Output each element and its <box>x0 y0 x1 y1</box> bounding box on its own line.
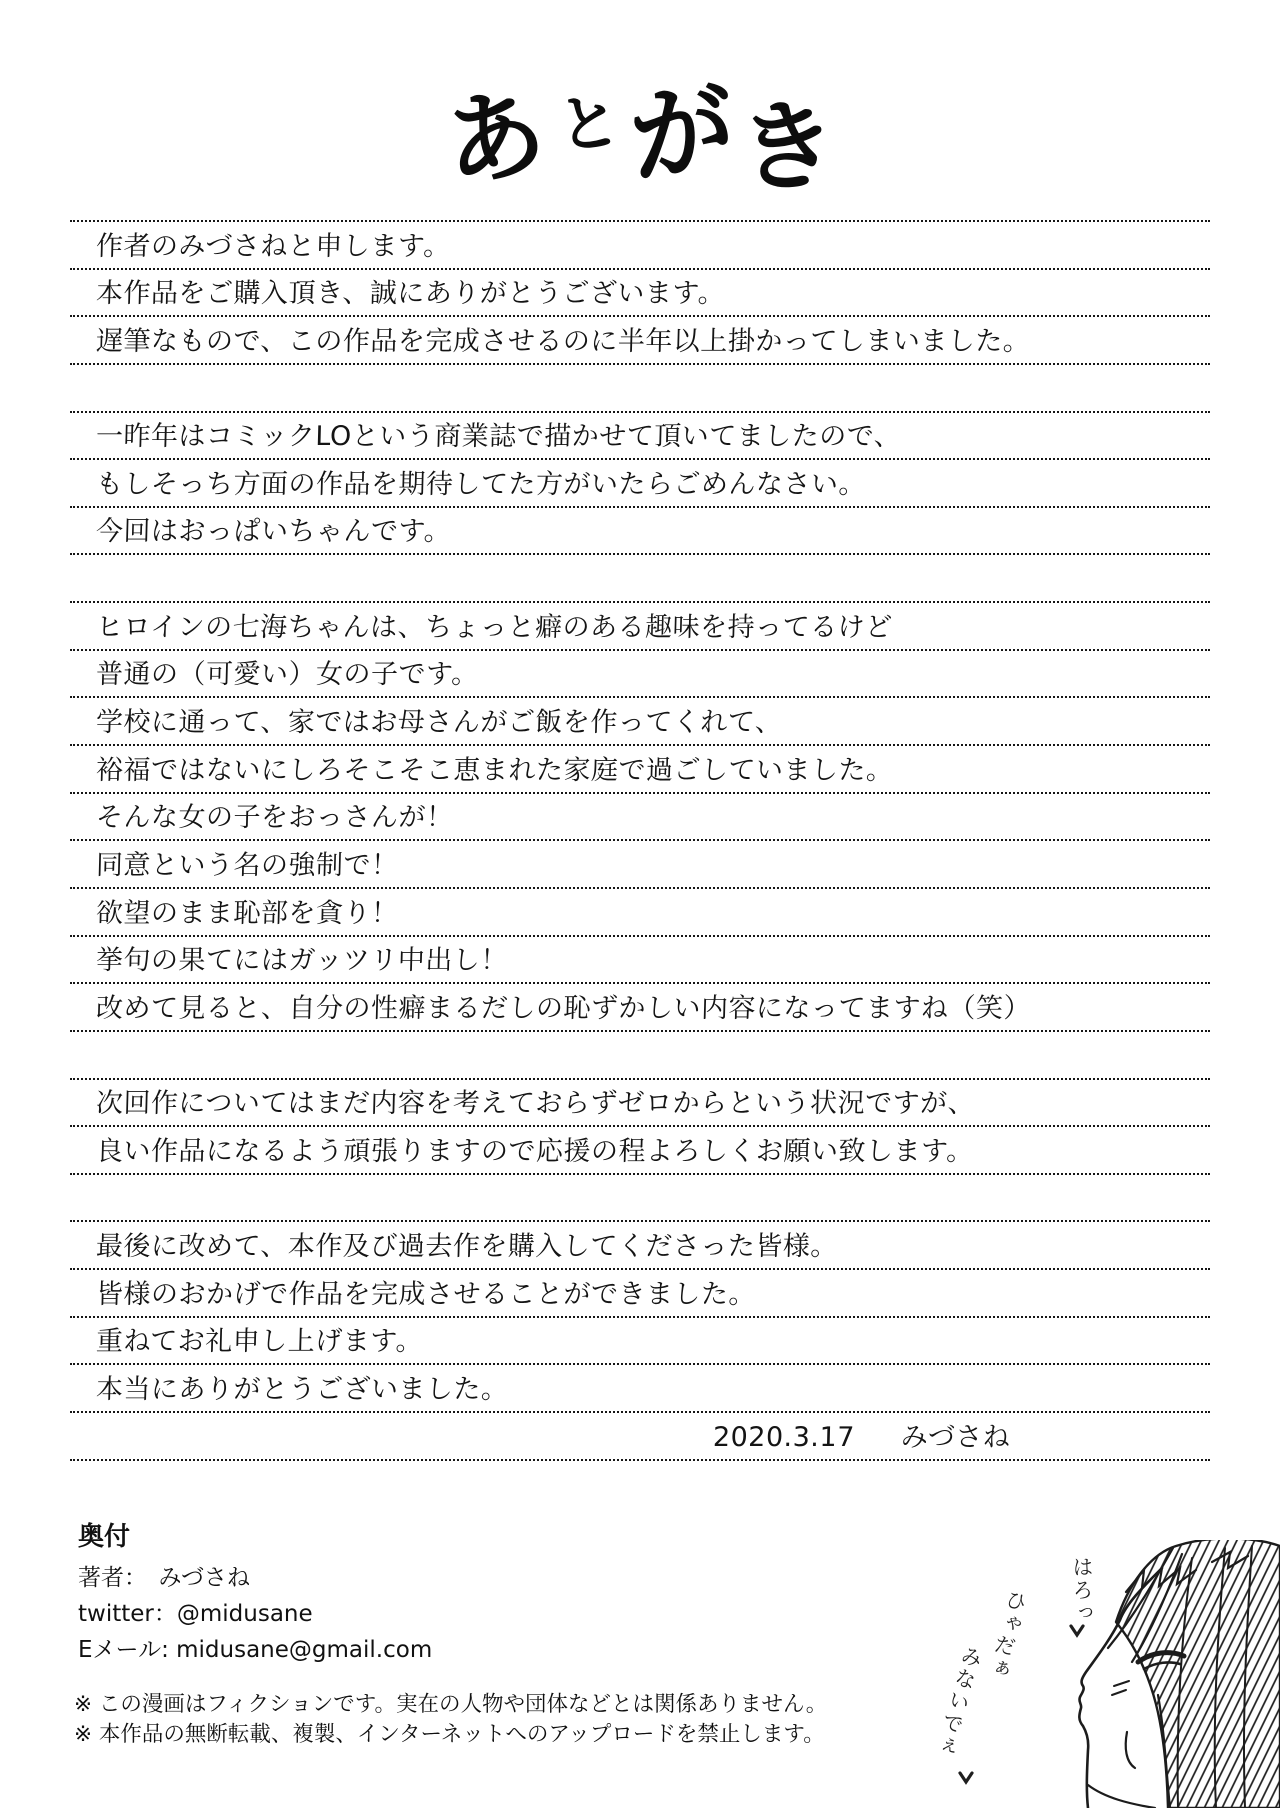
handwritten-text: 裕福ではないにしろそこそこ恵まれた家庭で過ごしていました。 <box>95 754 894 786</box>
handwritten-text: 重ねてお礼申し上げます。 <box>95 1326 424 1358</box>
colophon-twitter-line: twitter：@midusane <box>78 1601 313 1627</box>
ruled-line-empty <box>70 1032 1210 1080</box>
down-arrow <box>1071 1626 1083 1635</box>
handwritten-text: 皆様のおかげで作品を完成させることができました。 <box>95 1278 757 1310</box>
character-sketch <box>930 1540 1280 1808</box>
ruled-line <box>70 937 1210 985</box>
handwritten-text: 作者のみづさねと申します。 <box>95 230 452 262</box>
handwritten-text: 遅筆なもので、この作品を完成させるのに半年以上掛かってしまいました。 <box>95 325 1031 357</box>
title-char: が <box>623 66 742 201</box>
handwritten-text: 同意という名の強制で！ <box>95 849 399 881</box>
ruled-line <box>70 1222 1210 1270</box>
ruled-line <box>70 460 1210 508</box>
handwritten-text: 学校に通って、家ではお母さんがご飯を作ってくれて、 <box>95 707 783 739</box>
colophon-author-line: 著者： みづさね <box>78 1565 251 1591</box>
ruled-line <box>70 317 1210 365</box>
ruled-line <box>70 889 1210 937</box>
ruled-line <box>70 1127 1210 1175</box>
signoff-line <box>70 1413 1210 1461</box>
signoff-author: みづさね <box>900 1421 1011 1453</box>
signoff-date: 2020.3.17 <box>712 1421 855 1453</box>
hair-shape <box>1116 1540 1280 1808</box>
handwritten-text: 普通の（可愛い）女の子です。 <box>95 659 480 691</box>
colophon-title: 奥付 <box>78 1522 131 1552</box>
blush-lines <box>1112 1681 1129 1695</box>
ruled-line <box>70 508 1210 556</box>
sketch-speech-minaide: みないでぇ <box>930 1642 986 1760</box>
down-arrow <box>960 1773 972 1782</box>
handwritten-text: ヒロインの七海ちゃんは、ちょっと癖のある趣味を持ってるけど <box>95 611 894 643</box>
ruled-line <box>70 603 1210 651</box>
handwritten-text: もしそっち方面の作品を期待してた方がいたらごめんなさい。 <box>95 468 867 500</box>
handwritten-text: 本当にありがとうございました。 <box>95 1374 509 1406</box>
ruled-line <box>70 222 1210 270</box>
ruled-line <box>70 651 1210 699</box>
handwritten-text: そんな女の子をおっさんが！ <box>95 802 454 834</box>
afterword-body <box>70 220 1210 1461</box>
disclaimer-no-upload: ※ 本作品の無断転載、複製、インターネットへのアップロードを禁止します。 <box>74 1721 825 1747</box>
handwritten-text: 次回作についてはまだ内容を考えておらずゼロからという状況ですが、 <box>95 1088 976 1120</box>
title-char: き <box>735 88 840 208</box>
ruled-line <box>70 1365 1210 1413</box>
colophon <box>78 1520 432 1668</box>
colophon-email-line: Eメール: midusane@gmail.com <box>78 1637 433 1663</box>
signoff-text <box>712 1415 1010 1454</box>
ruled-line <box>70 1270 1210 1318</box>
disclaimer-fiction: ※ この漫画はフィクションです。実在の人物や団体などとは関係ありません。 <box>74 1692 828 1717</box>
title-char: あ <box>436 73 554 205</box>
ruled-line-empty <box>70 365 1210 413</box>
ruled-line <box>70 794 1210 842</box>
page-title <box>0 66 1280 208</box>
handwritten-text: 挙句の果てにはガッツリ中出し！ <box>95 945 509 977</box>
ruled-line <box>70 746 1210 794</box>
handwritten-text: 今回はおっぱいちゃんです。 <box>95 516 452 548</box>
ruled-line <box>70 413 1210 461</box>
ruled-line <box>70 841 1210 889</box>
cheek-line <box>1126 1732 1135 1768</box>
title-char: と <box>554 84 624 164</box>
sketch-speech-hyadaa: ひゃだぁ <box>984 1587 1030 1683</box>
handwritten-text: 良い作品になるよう頑張りますので応援の程よろしくお願い致します。 <box>95 1135 975 1167</box>
ruled-line <box>70 984 1210 1032</box>
ruled-line <box>70 1318 1210 1366</box>
ruled-line <box>70 1080 1210 1128</box>
handwritten-text: 欲望のまま恥部を貪り！ <box>95 897 399 929</box>
sketch-speech-haro: はろっ <box>1070 1556 1094 1625</box>
handwritten-text: 改めて見ると、自分の性癖まるだしの恥ずかしい内容になってますね（笑） <box>95 992 1032 1024</box>
ruled-line-empty <box>70 1175 1210 1223</box>
handwritten-text: 本作品をご購入頂き、誠にありがとうございます。 <box>95 278 726 310</box>
ruled-line <box>70 698 1210 746</box>
disclaimers <box>74 1690 827 1749</box>
ruled-line <box>70 270 1210 318</box>
handwritten-text: 最後に改めて、本作及び過去作を購入してくださった皆様。 <box>95 1231 839 1263</box>
handwritten-text: 一昨年はコミックLOという商業誌で描かせて頂いてましたので、 <box>95 421 902 453</box>
ruled-line-empty <box>70 555 1210 603</box>
